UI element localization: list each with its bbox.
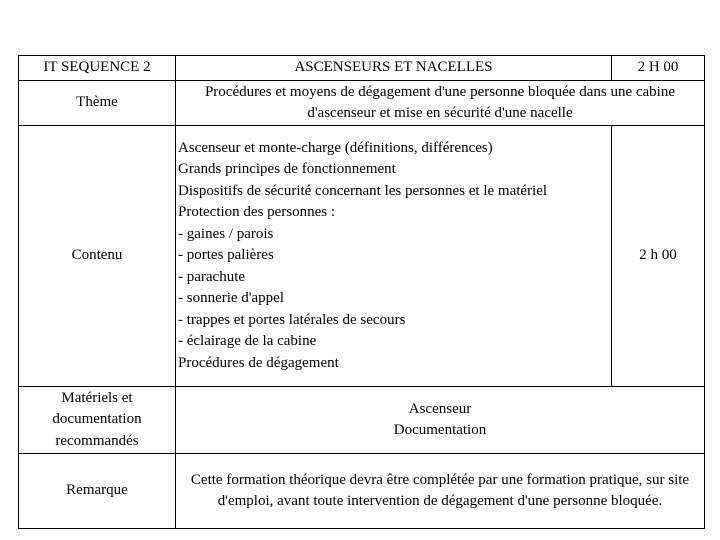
header-row <box>19 56 705 81</box>
sequence-table <box>18 55 705 529</box>
theme-row <box>19 81 705 126</box>
contenu-line: - trappes et portes latérales de secours <box>178 311 406 328</box>
materiels-text <box>176 387 705 454</box>
sequence-title: ASCENSEURS ET NACELLES <box>176 56 612 81</box>
contenu-line: Ascenseur et monte-charge (définitions, différences) <box>178 139 493 156</box>
contenu-line: - gaines / parois <box>178 225 274 242</box>
theme-text: Procédures et moyens de dégagement d'une personne bloquée dans une cabine d'ascenseur et mise en sécurité d'une nacelle <box>176 81 705 126</box>
contenu-row <box>19 126 705 387</box>
contenu-line: - portes palières <box>178 247 274 264</box>
contenu-line: Protection des personnes : <box>178 204 336 221</box>
contenu-line: - parachute <box>178 268 246 285</box>
contenu-duration: 2 h 00 <box>612 126 705 387</box>
materiels-row <box>19 387 705 454</box>
contenu-line: - éclairage de la cabine <box>178 333 317 350</box>
contenu-label: Contenu <box>19 126 176 387</box>
contenu-line: - sonnerie d'appel <box>178 290 284 307</box>
contenu-list <box>176 126 612 387</box>
materiels-label: Matériels et documentation recommandés <box>19 387 176 454</box>
contenu-line: Dispositifs de sécurité concernant les personnes et le matériel <box>178 182 548 199</box>
materiels-line: Ascenseur <box>408 400 472 417</box>
remarque-label: Remarque <box>19 454 176 529</box>
remarque-row <box>19 454 705 529</box>
contenu-line: Grands principes de fonctionnement <box>178 161 396 178</box>
sequence-label: IT SEQUENCE 2 <box>19 56 176 81</box>
materiels-line: Documentation <box>393 422 487 438</box>
remarque-text: Cette formation théorique devra être complétée par une formation pratique, sur site d'emploi, avant toute intervention de dégagement d'une personne bloquée. <box>176 454 705 529</box>
theme-label: Thème <box>19 81 176 126</box>
contenu-line: Procédures de dégagement <box>178 354 339 371</box>
sequence-duration: 2 H 00 <box>612 56 705 81</box>
